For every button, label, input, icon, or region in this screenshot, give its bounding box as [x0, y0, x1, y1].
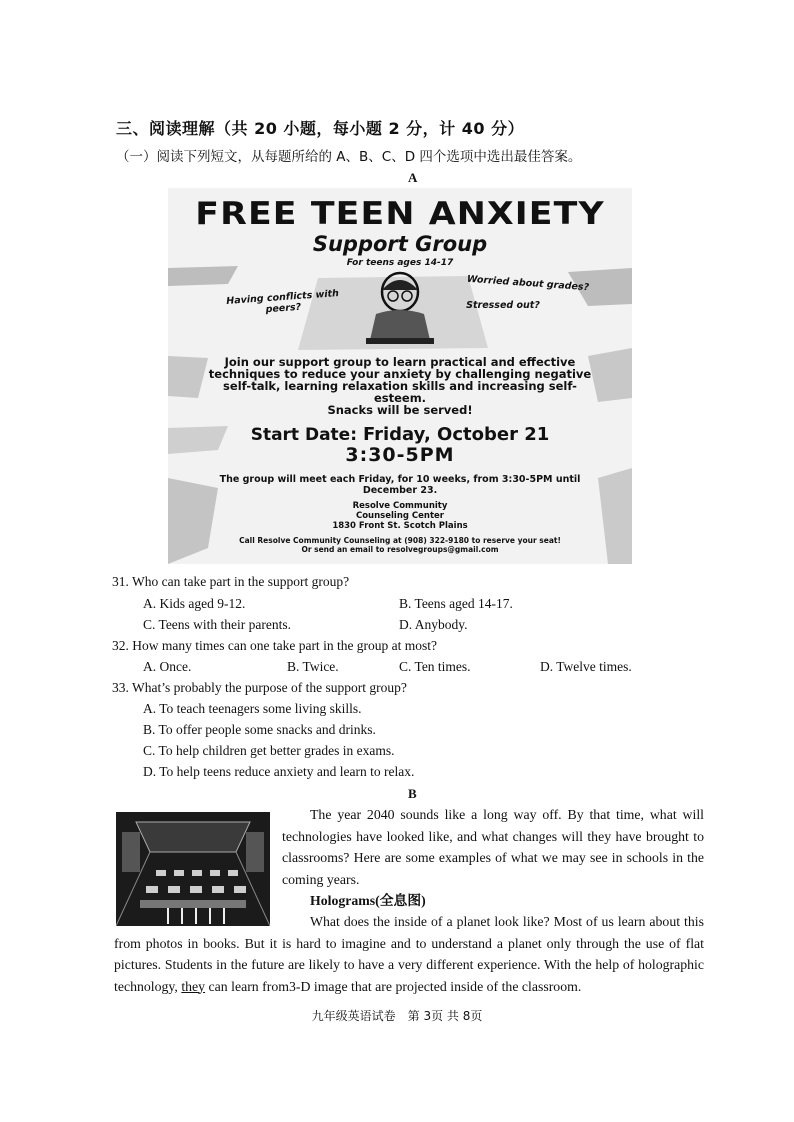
flyer-center-line3: 1830 Front St. Scotch Plains: [332, 521, 468, 531]
flyer-snacks: Snacks will be served!: [327, 403, 473, 417]
q32-option-b: B. Twice.: [287, 659, 339, 674]
flyer-ages: For teens ages 14-17: [346, 258, 454, 268]
flyer-start-label: Start Date:: [250, 425, 358, 445]
q33-option-a: A. To teach teenagers some living skills.: [143, 701, 362, 716]
flyer-call-line1: Call Resolve Community Counseling at (908) 322-9180 to reserve your seat!: [239, 536, 561, 545]
q31-option-c: C. Teens with their parents.: [143, 617, 292, 632]
flyer-bubble-grades: Worried about grades?: [466, 273, 590, 294]
flyer-start-date: Friday, October 21: [362, 424, 550, 445]
flyer-call-line2: Or send an email to resolvegroups@gmail.com: [301, 545, 499, 554]
flyer-center-line1: Resolve Community: [352, 501, 448, 511]
part-b-intro: The year 2040 sounds like a long way off. By that time, what will technologies have looked like, and what changes will they have brought to classrooms? Here are some examples of what we may see in schools in the coming years.: [282, 807, 704, 887]
flyer-time: 3:30-5PM: [345, 444, 455, 466]
q33-option-d: D. To help teens reduce anxiety and learn to relax.: [143, 764, 415, 779]
flyer-start: [168, 424, 632, 445]
flyer-body: [208, 356, 592, 416]
q33-option-b: B. To offer people some snacks and drinks.: [143, 722, 376, 737]
question-31: 31. Who can take part in the support group?: [112, 574, 350, 589]
hologram-classroom-image: [116, 812, 270, 926]
underlined-word-they: they: [181, 978, 206, 994]
flyer-title: FREE TEEN ANXIETY: [195, 196, 605, 232]
holograms-paragraph: [114, 911, 704, 997]
worried-girl-illustration: [360, 270, 440, 348]
q32-option-d: D. Twelve times.: [540, 659, 632, 674]
q32-option-a: A. Once.: [143, 659, 192, 674]
flyer-bubble-stressed: Stressed out?: [466, 300, 540, 311]
q31-option-a: A. Kids aged 9-12.: [143, 596, 246, 611]
section-instruction: （一）阅读下列短文，从每题所给的 A、B、C、D 四个选项中选出最佳答案。: [116, 149, 582, 165]
flyer-image: [168, 188, 632, 564]
part-a-label: A: [408, 170, 418, 185]
holograms-paragraph-end: can learn from3-D image that are projected inside of the classroom.: [205, 978, 582, 994]
hologram-classroom-drawing: [116, 812, 270, 926]
section-title: 三、阅读理解（共 20 小题，每小题 2 分，计 40 分）: [116, 119, 525, 138]
q33-option-c: C. To help children get better grades in exams.: [143, 743, 395, 758]
flyer-center-line2: Counseling Center: [355, 511, 444, 521]
flyer-address: [168, 501, 632, 531]
q31-option-d: D. Anybody.: [399, 617, 468, 632]
page-footer: 九年级英语试卷 第 3页 共 8页: [311, 1009, 483, 1023]
q32-option-c: C. Ten times.: [399, 659, 471, 674]
part-b-label: B: [408, 786, 417, 801]
question-33: 33. What’s probably the purpose of the support group?: [112, 680, 407, 695]
holograms-paragraph-start: What does the inside of a planet look like? Most of us learn about this from photos in books. But it is hard to imagine and to understand a planet only through the use of flat pictures. Students in the future are likely to have a very different experience. With the help of holographic technology,: [114, 914, 704, 994]
flyer-body-text: Join our support group to learn practical and effective techniques to reduce your anxiety by challenging negative self-talk, learning relaxation skills and increasing self-esteem.: [208, 355, 592, 405]
flyer-call: [188, 536, 612, 554]
flyer-subtitle: Support Group: [312, 232, 488, 256]
holograms-heading: Holograms(全息图): [310, 893, 426, 908]
question-32: 32. How many times can one take part in the group at most?: [112, 638, 438, 653]
flyer-meet: The group will meet each Friday, for 10 weeks, from 3:30-5PM until December 23.: [219, 474, 581, 496]
flyer-bubble-conflicts: Having conflicts with peers?: [225, 288, 340, 316]
q31-option-b: B. Teens aged 14-17.: [399, 596, 513, 611]
